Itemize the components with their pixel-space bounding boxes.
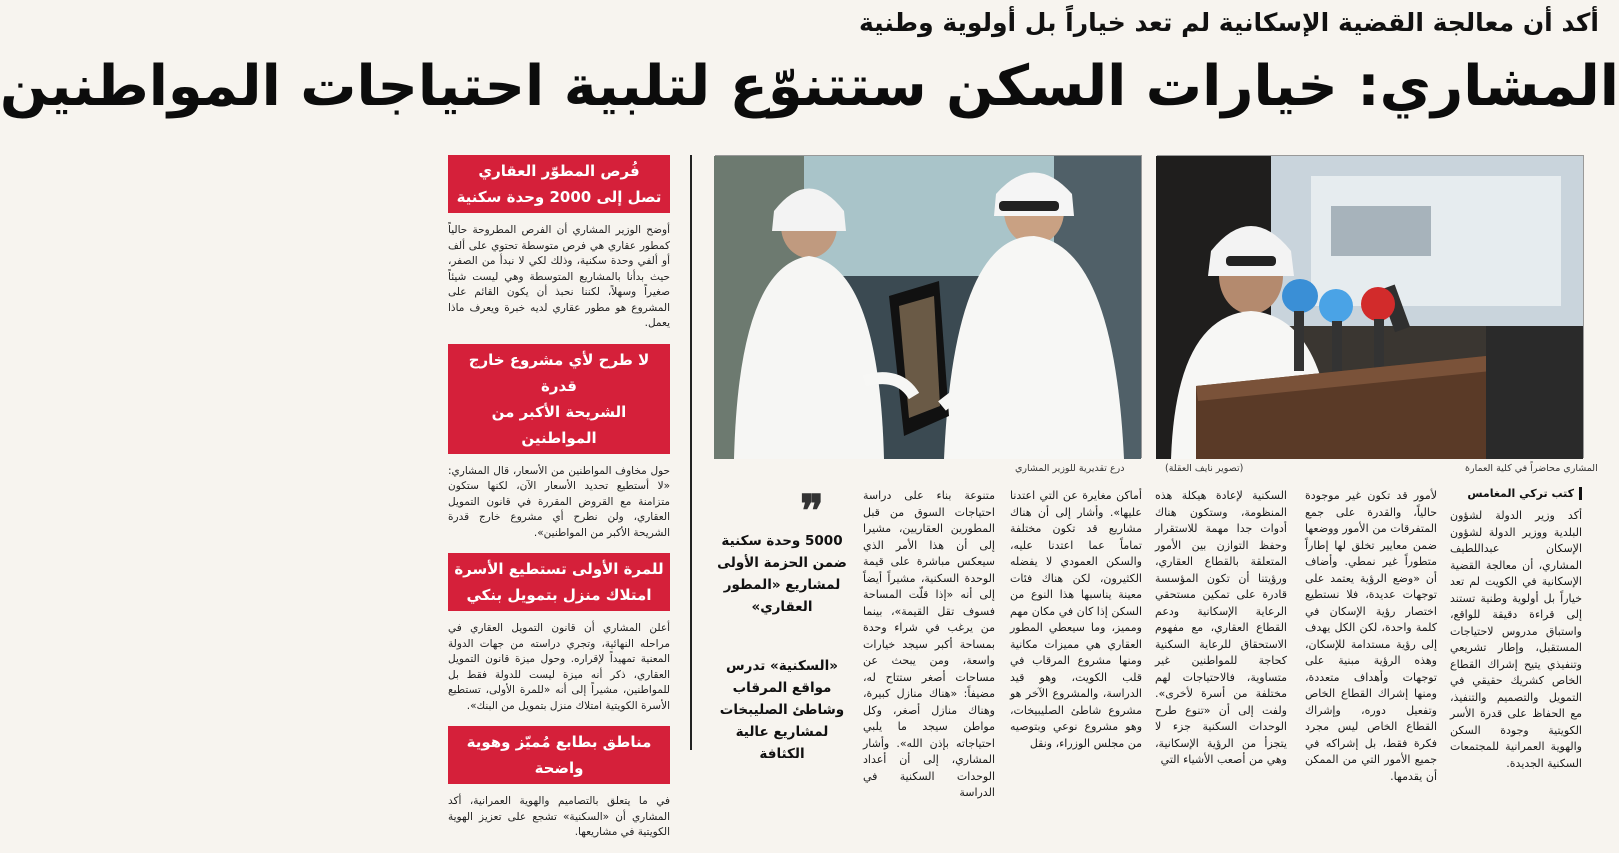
lecture-photo-illustration: [1156, 156, 1583, 459]
article-column-3: السكنية لإعادة هيكلة هذه المنظومة، وستكون هناك أدوات جدا مهمة للاستقرار وحفظ التوازن بين الأمور المتعلقة بالقطاع العقاري، ورؤيتنا أن تكون المؤسسة قادرة على تمكين مستحقي الرعاية الإسكانية ودعم القطاع العقاري، مع مفهوم الاستحقاق للرعاية السكنية كحاجة للمواطنين غير متساوية، فالاحتياجات لهم مختلفة من أسرة لأخرى». ولفت إلى أن «تنوع طرح الوحدات السكنية جزء لا يتجزأ من الرؤية الإسكانية، وهي من أصعب الأشياء التي: [1155, 489, 1287, 766]
sidebar-title-1-line1: فُرص المطوّر العقاري: [478, 162, 640, 180]
sidebar-title-2: [448, 344, 670, 454]
pullquote-2: «السكنية» تدرس مواقع المرقاب وشاطئ الصليبخات لمشاريع عالية الكثافة: [719, 658, 845, 762]
sidebar-title-1: [448, 155, 670, 213]
sidebar-title-1-line2: تصل إلى 2000 وحدة سكنية: [456, 188, 662, 206]
byline: كتب تركي المغامس: [1460, 487, 1582, 500]
photo1-caption: المشاري محاضراً في كلية العمارة: [1465, 463, 1598, 474]
photo-lecture: [1157, 155, 1584, 458]
article-column-4: أماكن مغايرة عن التي اعتدنا عليها». وأشار إلى أن هناك مشاريع قد تكون مختلفة تماماً عما اعتدنا عليه، والسكن العمودي لا يفضله الكثيرون، لكن هناك فئات معينة يناسبها هذا النوع من السكن إذا كان في مكان مهم ومميز، وما سيعطي المطور العقاري هي مميزات مكانية ومنها مشروع المرقاب في قلب الكويت، وهو قيد الدراسة، والمشروع الآخر هو مشروع شاطئ الصليبيخات، وهو مشروع نوعي وبتوصيه من مجلس الوزراء، ونقل: [1010, 489, 1142, 750]
sidebar-title-3-line2: امتلاك منزل بتمويل بنكي: [466, 586, 652, 604]
sidebar-text-2: حول مخاوف المواطنين من الأسعار، قال المشاري: «لا أستطيع تحديد الأسعار الآن، لكنها ستكون متزامنة مع القروض المقررة في قانون التمويل العقاري، ولن نطرح أي مشروع خارج قدرة الشريحة الأكبر من المواطنين».: [448, 464, 670, 539]
photo2-caption: درع تقديرية للوزير المشاري: [1015, 463, 1125, 474]
sidebar-title-4: [448, 726, 670, 784]
sidebar-title-3-line1: للمرة الأولى تستطيع الأسرة: [454, 560, 664, 578]
article-column-1: أكد وزير الدولة لشؤون البلدية ووزير الدولة لشؤون الإسكان عبداللطيف المشاري، أن معالجة القضية الإسكانية في الكويت لم تعد خياراً بل أولوية وطنية تستند إلى قراءة دقيقة للواقع، واستباق مدروس لاحتياجات المستقبل، وإطار تشريعي وتنفيذي يتيح إشراك القطاع الخاص كشريك حقيقي في التمويل والتصميم والتنفيذ، مع الحفاظ على قدرة الأسر الكويتية وجودة السكن والهوية العمرانية للمجتمعات السكنية الجديدة.: [1450, 509, 1582, 770]
headline: المشاري: خيارات السكن ستتنوّع لتلبية احتياجات المواطنين: [0, 54, 1619, 119]
sidebar-text-1: أوضح الوزير المشاري أن الفرص المطروحة حالياً كمطور عقاري هي فرص متوسطة تحتوي على ألف أو ألفي وحدة سكنية، وذلك لكي لا نبدأ من الصفر، حيث بدأنا بالمشاريع المتوسطة وهي ليست شيئاً صغيراً وسهلاً، لكننا نحبذ أن يكون القائم على المشروع هو مطور عقاري لديه خبرة ويعرف ماذا يعمل.: [448, 224, 670, 329]
article-column-2: لأمور قد تكون غير موجودة حالياً، والقدرة على جمع المتفرقات من الأمور ووضعها ضمن معايير تخلق لها إطاراً متطوراً غير نمطي. وأضاف أن «وضع الرؤية يعتمد على توجهات عديدة، فلا نستطيع اختصار رؤية الإسكان في كلمة واحدة، لكن الكل يهدف إلى رؤية مستدامة للإسكان، وهذه الرؤية مبنية على توجهات وأهداف متعددة، ومنها إشراك القطاع الخاص وتفعيل دوره، وإشراك القطاع الخاص ليس مجرد فكرة فقط، بل إشراكه في جميع الأمور التي من الممكن أن يقدمها.: [1305, 489, 1437, 783]
sidebar-title-2-line1: لا طرح لأي مشروع خارج قدرة: [468, 350, 650, 395]
sidebar-title-3: [448, 553, 670, 611]
sidebar-text-3: أعلن المشاري أن قانون التمويل العقاري في مراحله النهائية، وتجري دراسته من جهات الدولة المعنية تمهيداً لإقراره. وحول ميزة قانون التمويل العقاري، ذكر أنه ميزة ليست للدولة فقط بل للمواطنين، مشيراً إلى أنه «للمرة الأولى، تستطيع الأسرة الكويتية امتلاك منزل بتمويل من البنك».: [448, 622, 670, 712]
award-photo-illustration: [714, 156, 1141, 459]
sidebar: [448, 155, 670, 853]
photo-award: [715, 155, 1142, 458]
pullquote-1: 5000 وحدة سكنية ضمن الحزمة الأولى لمشاريع «المطور العقاري»: [717, 533, 847, 615]
kicker: أكد أن معالجة القضية الإسكانية لم تعد خياراً بل أولوية وطنية: [858, 8, 1599, 37]
article-column-5: متنوعة بناء على دراسة احتياجات السوق من قبل المطورين العقاريين، مشيرا إلى أن هذا الأمر الذي سيعكس مباشرة على قيمة الوحدة السكنية، مشيراً أيضاً إلى أنه «إذا قلّت المساحة فسوف تقل القيمة»، بينما من يرغب في شراء وحدة بمساحة أكبر سيجد خيارات واسعة، ومن يبحث عن مساحات أصغر ستتاح له، مضيفاً: «هناك منازل كبيرة، وهناك منازل أصغر، وكل مواطن سيجد ما يلبي احتياجاته بإذن الله». وأشار المشاري، إلى أن أعداد الوحدات السكنية في الدراسة: [863, 489, 995, 799]
quote-mark-icon: ❞: [800, 486, 824, 537]
sidebar-title-2-line2: الشريحة الأكبر من المواطنين: [491, 402, 627, 447]
sidebar-title-4-line1: مناطق بطابع مُميّز وهوية واضحة: [466, 733, 652, 777]
sidebar-text-4: في ما يتعلق بالتصاميم والهوية العمرانية، أكد المشاري أن «السكنية» تشجع على تعزيز الهوية الكويتية في مشاريعها.: [448, 795, 670, 838]
column-divider: [690, 155, 692, 750]
photo1-credit: (تصوير نايف العقلة): [1165, 463, 1244, 474]
